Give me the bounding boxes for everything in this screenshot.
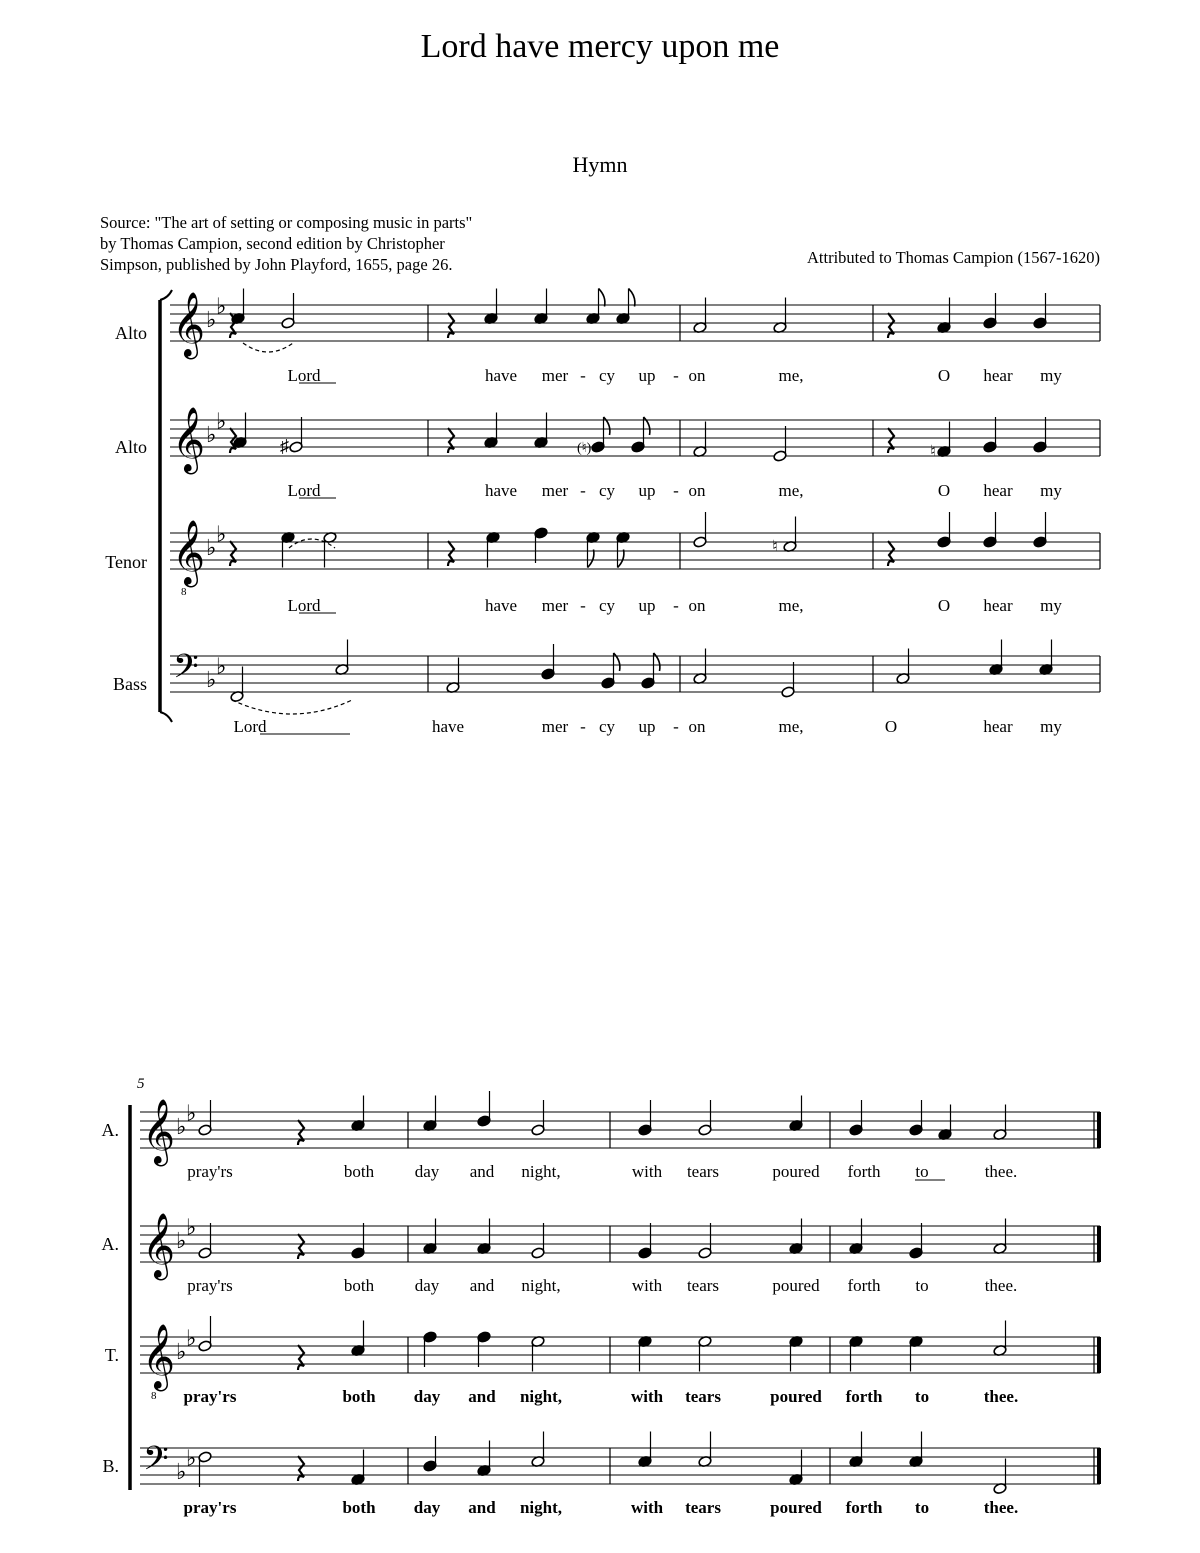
lyric-syllable: poured <box>772 1162 820 1181</box>
natural-icon: (♮) <box>577 441 592 456</box>
key-flat-icon: ♭ <box>176 1339 187 1364</box>
lyric-syllable: - <box>580 717 586 736</box>
key-flat-icon: ♭ <box>186 1325 197 1351</box>
lyric-syllable: and <box>469 1162 495 1181</box>
key-flat-icon: ♭ <box>216 293 227 319</box>
lyric-syllable: on <box>688 717 706 736</box>
lyric-syllable: mer <box>541 481 569 500</box>
lyric-syllable: poured <box>770 1498 822 1517</box>
lyric-syllable: on <box>688 481 706 500</box>
lyric-syllable: with <box>630 1498 664 1517</box>
final-bar-line <box>1097 1112 1101 1148</box>
lyric-syllable: up <box>638 596 656 615</box>
source-line: Source: "The art of setting or composing music in parts" <box>100 213 473 232</box>
lyric-syllable: on <box>688 596 706 615</box>
lyric-syllable: my <box>1040 481 1062 500</box>
treble-clef-icon: 𝄞 <box>172 520 206 585</box>
treble-clef-icon: 𝄞 <box>142 1324 176 1389</box>
note-flag <box>618 550 624 568</box>
lyric-syllable: up <box>638 366 656 385</box>
lyric-syllable: with <box>631 1276 663 1295</box>
lyric-syllable: to <box>914 1387 930 1406</box>
lyric-syllable: - <box>673 596 679 615</box>
lyric-syllable: forth <box>847 1276 881 1295</box>
quarter-rest <box>888 428 894 453</box>
lyric-syllable: and <box>468 1387 496 1406</box>
final-bar-line <box>1097 1337 1101 1373</box>
key-flat-icon: ♭ <box>176 1228 187 1253</box>
lyric-syllable: Lord <box>287 366 321 385</box>
lyric-syllable: - <box>580 481 586 500</box>
lyric-syllable: day <box>413 1498 441 1517</box>
lyric-syllable: night, <box>521 1162 561 1181</box>
lyric-syllable: Lord <box>287 481 321 500</box>
treble-clef-icon: 𝄞 <box>142 1099 176 1164</box>
quarter-rest <box>448 541 454 566</box>
lyric-syllable: both <box>343 1276 375 1295</box>
key-flat-icon: ♭ <box>206 535 217 560</box>
lyric-syllable: hear <box>983 481 1013 500</box>
lyric-syllable: day <box>413 1387 441 1406</box>
lyric-syllable: me, <box>778 596 804 615</box>
lyric-syllable: have <box>484 596 518 615</box>
part-label: Tenor <box>105 552 147 572</box>
quarter-rest <box>298 1345 304 1370</box>
lyric-syllable: - <box>580 596 586 615</box>
lyric-syllable: cy <box>598 366 616 385</box>
note-flag <box>599 289 605 307</box>
lyric-syllable: night, <box>519 1498 563 1517</box>
octave-mark: 8 <box>151 1390 157 1402</box>
final-bar-line <box>1097 1448 1101 1484</box>
lyric-syllable: Lord <box>233 717 267 736</box>
lyric-syllable: mer <box>541 596 569 615</box>
part-label: T. <box>104 1345 119 1365</box>
lyric-syllable: mer <box>541 717 569 736</box>
key-flat-icon: ♭ <box>216 653 227 679</box>
lyric-syllable: pray'rs <box>183 1498 237 1517</box>
quarter-rest <box>448 428 454 453</box>
quarter-rest <box>448 313 454 338</box>
lyric-syllable: Lord <box>287 596 321 615</box>
lyric-syllable: have <box>484 366 518 385</box>
lyric-syllable: mer <box>541 366 569 385</box>
note-flag <box>629 289 635 307</box>
bass-clef-icon: 𝄢 <box>143 1440 169 1486</box>
system-bracket <box>160 290 172 300</box>
slur <box>232 700 352 714</box>
lyric-syllable: have <box>484 481 518 500</box>
lyric-syllable: tears <box>685 1498 721 1517</box>
part-label: Alto <box>114 323 147 343</box>
treble-clef-icon: 𝄞 <box>172 407 206 472</box>
page-title: Lord have mercy upon me <box>420 28 780 65</box>
lyric-syllable: - <box>673 481 679 500</box>
key-flat-icon: ♭ <box>216 521 227 547</box>
lyric-syllable: and <box>468 1498 496 1517</box>
subtitle: Hymn <box>572 152 628 177</box>
part-label: A. <box>101 1120 119 1140</box>
lyric-syllable: cy <box>598 596 616 615</box>
lyric-syllable: with <box>631 1162 663 1181</box>
lyric-syllable: - <box>673 366 679 385</box>
lyric-syllable: my <box>1040 717 1062 736</box>
lyric-syllable: thee. <box>984 1162 1018 1181</box>
key-flat-icon: ♭ <box>186 1100 197 1126</box>
quarter-rest <box>230 541 236 566</box>
key-flat-icon: ♭ <box>206 307 217 332</box>
lyric-syllable: my <box>1040 366 1062 385</box>
lyric-syllable: night, <box>521 1276 561 1295</box>
octave-mark: 8 <box>181 586 187 598</box>
quarter-rest <box>298 1120 304 1145</box>
lyric-syllable: thee. <box>984 1276 1018 1295</box>
key-flat-icon: ♭ <box>186 1445 197 1471</box>
key-flat-icon: ♭ <box>186 1214 197 1240</box>
lyric-syllable: forth <box>845 1387 883 1406</box>
part-label: A. <box>101 1234 119 1254</box>
key-flat-icon: ♭ <box>206 667 217 692</box>
treble-clef-icon: 𝄞 <box>142 1213 176 1278</box>
lyric-syllable: hear <box>983 366 1013 385</box>
lyric-syllable: O <box>937 596 951 615</box>
lyric-syllable: pray'rs <box>187 1276 233 1295</box>
treble-clef-icon: 𝄞 <box>172 292 206 357</box>
key-flat-icon: ♭ <box>176 1114 187 1139</box>
key-flat-icon: ♭ <box>206 422 217 447</box>
note-flag <box>588 550 594 568</box>
quarter-rest <box>888 313 894 338</box>
lyric-syllable: poured <box>770 1387 822 1406</box>
lyric-syllable: poured <box>772 1276 820 1295</box>
lyric-syllable: hear <box>983 596 1013 615</box>
lyric-syllable: me, <box>778 717 804 736</box>
lyric-syllable: tears <box>685 1387 721 1406</box>
part-label: B. <box>102 1456 119 1476</box>
lyric-syllable: O <box>937 366 951 385</box>
lyric-syllable: both <box>342 1387 376 1406</box>
quarter-rest <box>298 1234 304 1259</box>
lyric-syllable: thee. <box>983 1387 1019 1406</box>
lyric-syllable: pray'rs <box>183 1387 237 1406</box>
lyric-syllable: hear <box>983 717 1013 736</box>
lyric-syllable: - <box>580 366 586 385</box>
lyric-syllable: both <box>343 1162 375 1181</box>
key-flat-icon: ♭ <box>216 408 227 434</box>
composer-credit: Attributed to Thomas Campion (1567-1620) <box>807 248 1100 267</box>
lyric-syllable: forth <box>845 1498 883 1517</box>
lyric-syllable: up <box>638 717 656 736</box>
lyric-syllable: cy <box>598 717 616 736</box>
lyric-syllable: thee. <box>983 1498 1019 1517</box>
lyric-syllable: me, <box>778 481 804 500</box>
lyric-syllable: forth <box>847 1162 881 1181</box>
system-bracket <box>160 712 172 722</box>
source-line: Simpson, published by John Playford, 1655, page 26. <box>100 255 453 274</box>
lyric-syllable: night, <box>519 1387 563 1406</box>
lyric-syllable: O <box>884 717 898 736</box>
lyric-syllable: to <box>915 1162 929 1181</box>
lyric-syllable: tears <box>686 1276 720 1295</box>
lyric-syllable: up <box>638 481 656 500</box>
final-bar-line <box>1097 1226 1101 1262</box>
part-label: Bass <box>112 674 147 694</box>
lyric-syllable: - <box>673 717 679 736</box>
lyric-syllable: with <box>630 1387 664 1406</box>
lyric-syllable: me, <box>778 366 804 385</box>
lyric-syllable: to <box>914 1498 930 1517</box>
lyric-syllable: pray'rs <box>187 1162 233 1181</box>
lyric-syllable: my <box>1040 596 1062 615</box>
key-flat-icon: ♭ <box>176 1459 187 1484</box>
source-line: by Thomas Campion, second edition by Christopher <box>100 234 445 253</box>
lyric-syllable: and <box>469 1276 495 1295</box>
part-label: Alto <box>114 437 147 457</box>
slur <box>243 343 293 352</box>
sharp-icon: ♯ <box>280 436 289 456</box>
measure-number: 5 <box>137 1076 145 1092</box>
lyric-syllable: tears <box>686 1162 720 1181</box>
quarter-rest <box>298 1456 304 1481</box>
lyric-syllable: day <box>414 1162 440 1181</box>
bass-clef-icon: 𝄢 <box>173 648 199 694</box>
lyric-syllable: O <box>937 481 951 500</box>
lyric-syllable: have <box>431 717 465 736</box>
natural-icon: ♮ <box>930 443 936 461</box>
natural-icon: ♮ <box>772 538 778 556</box>
lyric-syllable: on <box>688 366 706 385</box>
lyric-syllable: cy <box>598 481 616 500</box>
lyric-syllable: day <box>414 1276 440 1295</box>
lyric-syllable: both <box>342 1498 376 1517</box>
quarter-rest <box>888 541 894 566</box>
lyric-syllable: to <box>915 1276 929 1295</box>
